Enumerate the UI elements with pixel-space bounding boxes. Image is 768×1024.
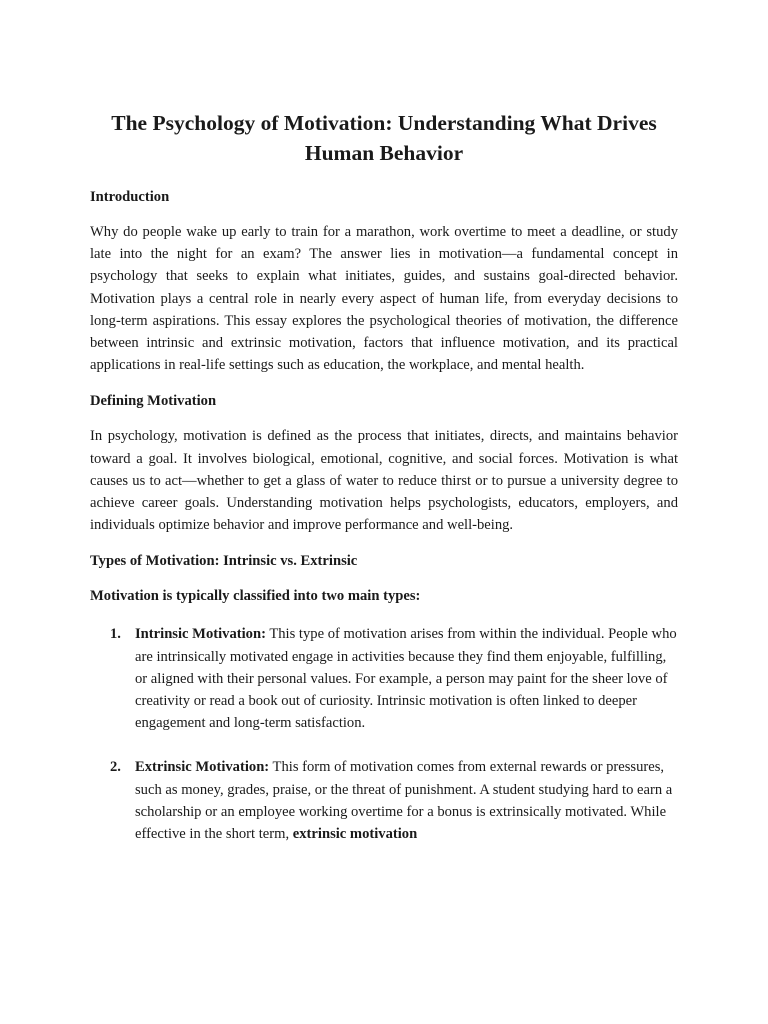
document-page <box>90 108 678 867</box>
list-item-term: Extrinsic Motivation: <box>135 759 270 776</box>
section-heading-types-of-motivation: Types of Motivation: Intrinsic vs. Extrinsic <box>90 553 358 570</box>
section-heading-introduction: Introduction <box>90 189 170 205</box>
types-subheading: Motivation is typically classified into two main types: <box>90 588 421 605</box>
list-item-number: 1. <box>110 626 121 643</box>
list-item-text: This form of motivation comes from external rewards or pressures, such as money, grades, praise, or the threat of punishment. A student studying hard to earn a scholarship or an employee working overtime for a bonus is extrinsically motivated. While effective in the short term, <box>135 759 673 843</box>
list-item-bold-tail: extrinsic motivation <box>292 826 418 843</box>
list-item <box>90 756 678 845</box>
list-item <box>90 623 678 734</box>
motivation-types-list <box>90 623 678 845</box>
introduction-paragraph: Why do people wake up early to train for a marathon, work overtime to meet a deadline, or study late into the night for an exam? The answer lies in motivation—a fundamental concept in psychology that seeks to explain what initiates, guides, and sustains goal-directed behavior. Motivation plays a central role in nearly every aspect of human life, from everyday decisions to long-term aspirations. This essay explores the psychological theories of motivation, the difference between intrinsic and extrinsic motivation, factors that influence motivation, and its practical applications in real-life settings such as education, the workplace, and mental health. <box>90 224 678 374</box>
defining-motivation-paragraph: In psychology, motivation is defined as the process that initiates, directs, and maintains behavior toward a goal. It involves biological, emotional, cognitive, and social forces. Motivation is what causes us to act—whether to get a glass of water to reduce thirst or to pursue a university degree to achieve career goals. Understanding motivation helps psychologists, educators, employers, and individuals optimize behavior and improve performance and well-being. <box>90 428 678 534</box>
document-title: The Psychology of Motivation: Understanding What Drives Human Behavior <box>111 111 657 165</box>
section-heading-defining-motivation: Defining Motivation <box>90 393 217 410</box>
list-item-number: 2. <box>110 759 121 776</box>
list-item-text: This type of motivation arises from within the individual. People who are intrinsically motivated engage in activities because they find them enjoyable, fulfilling, or aligned with their personal values. For example, a person may paint for the sheer love of creativity or read a book out of curiosity. Intrinsic motivation is often linked to deeper engagement and long-term satisfaction. <box>135 626 677 732</box>
list-item-term: Intrinsic Motivation: <box>135 626 266 643</box>
